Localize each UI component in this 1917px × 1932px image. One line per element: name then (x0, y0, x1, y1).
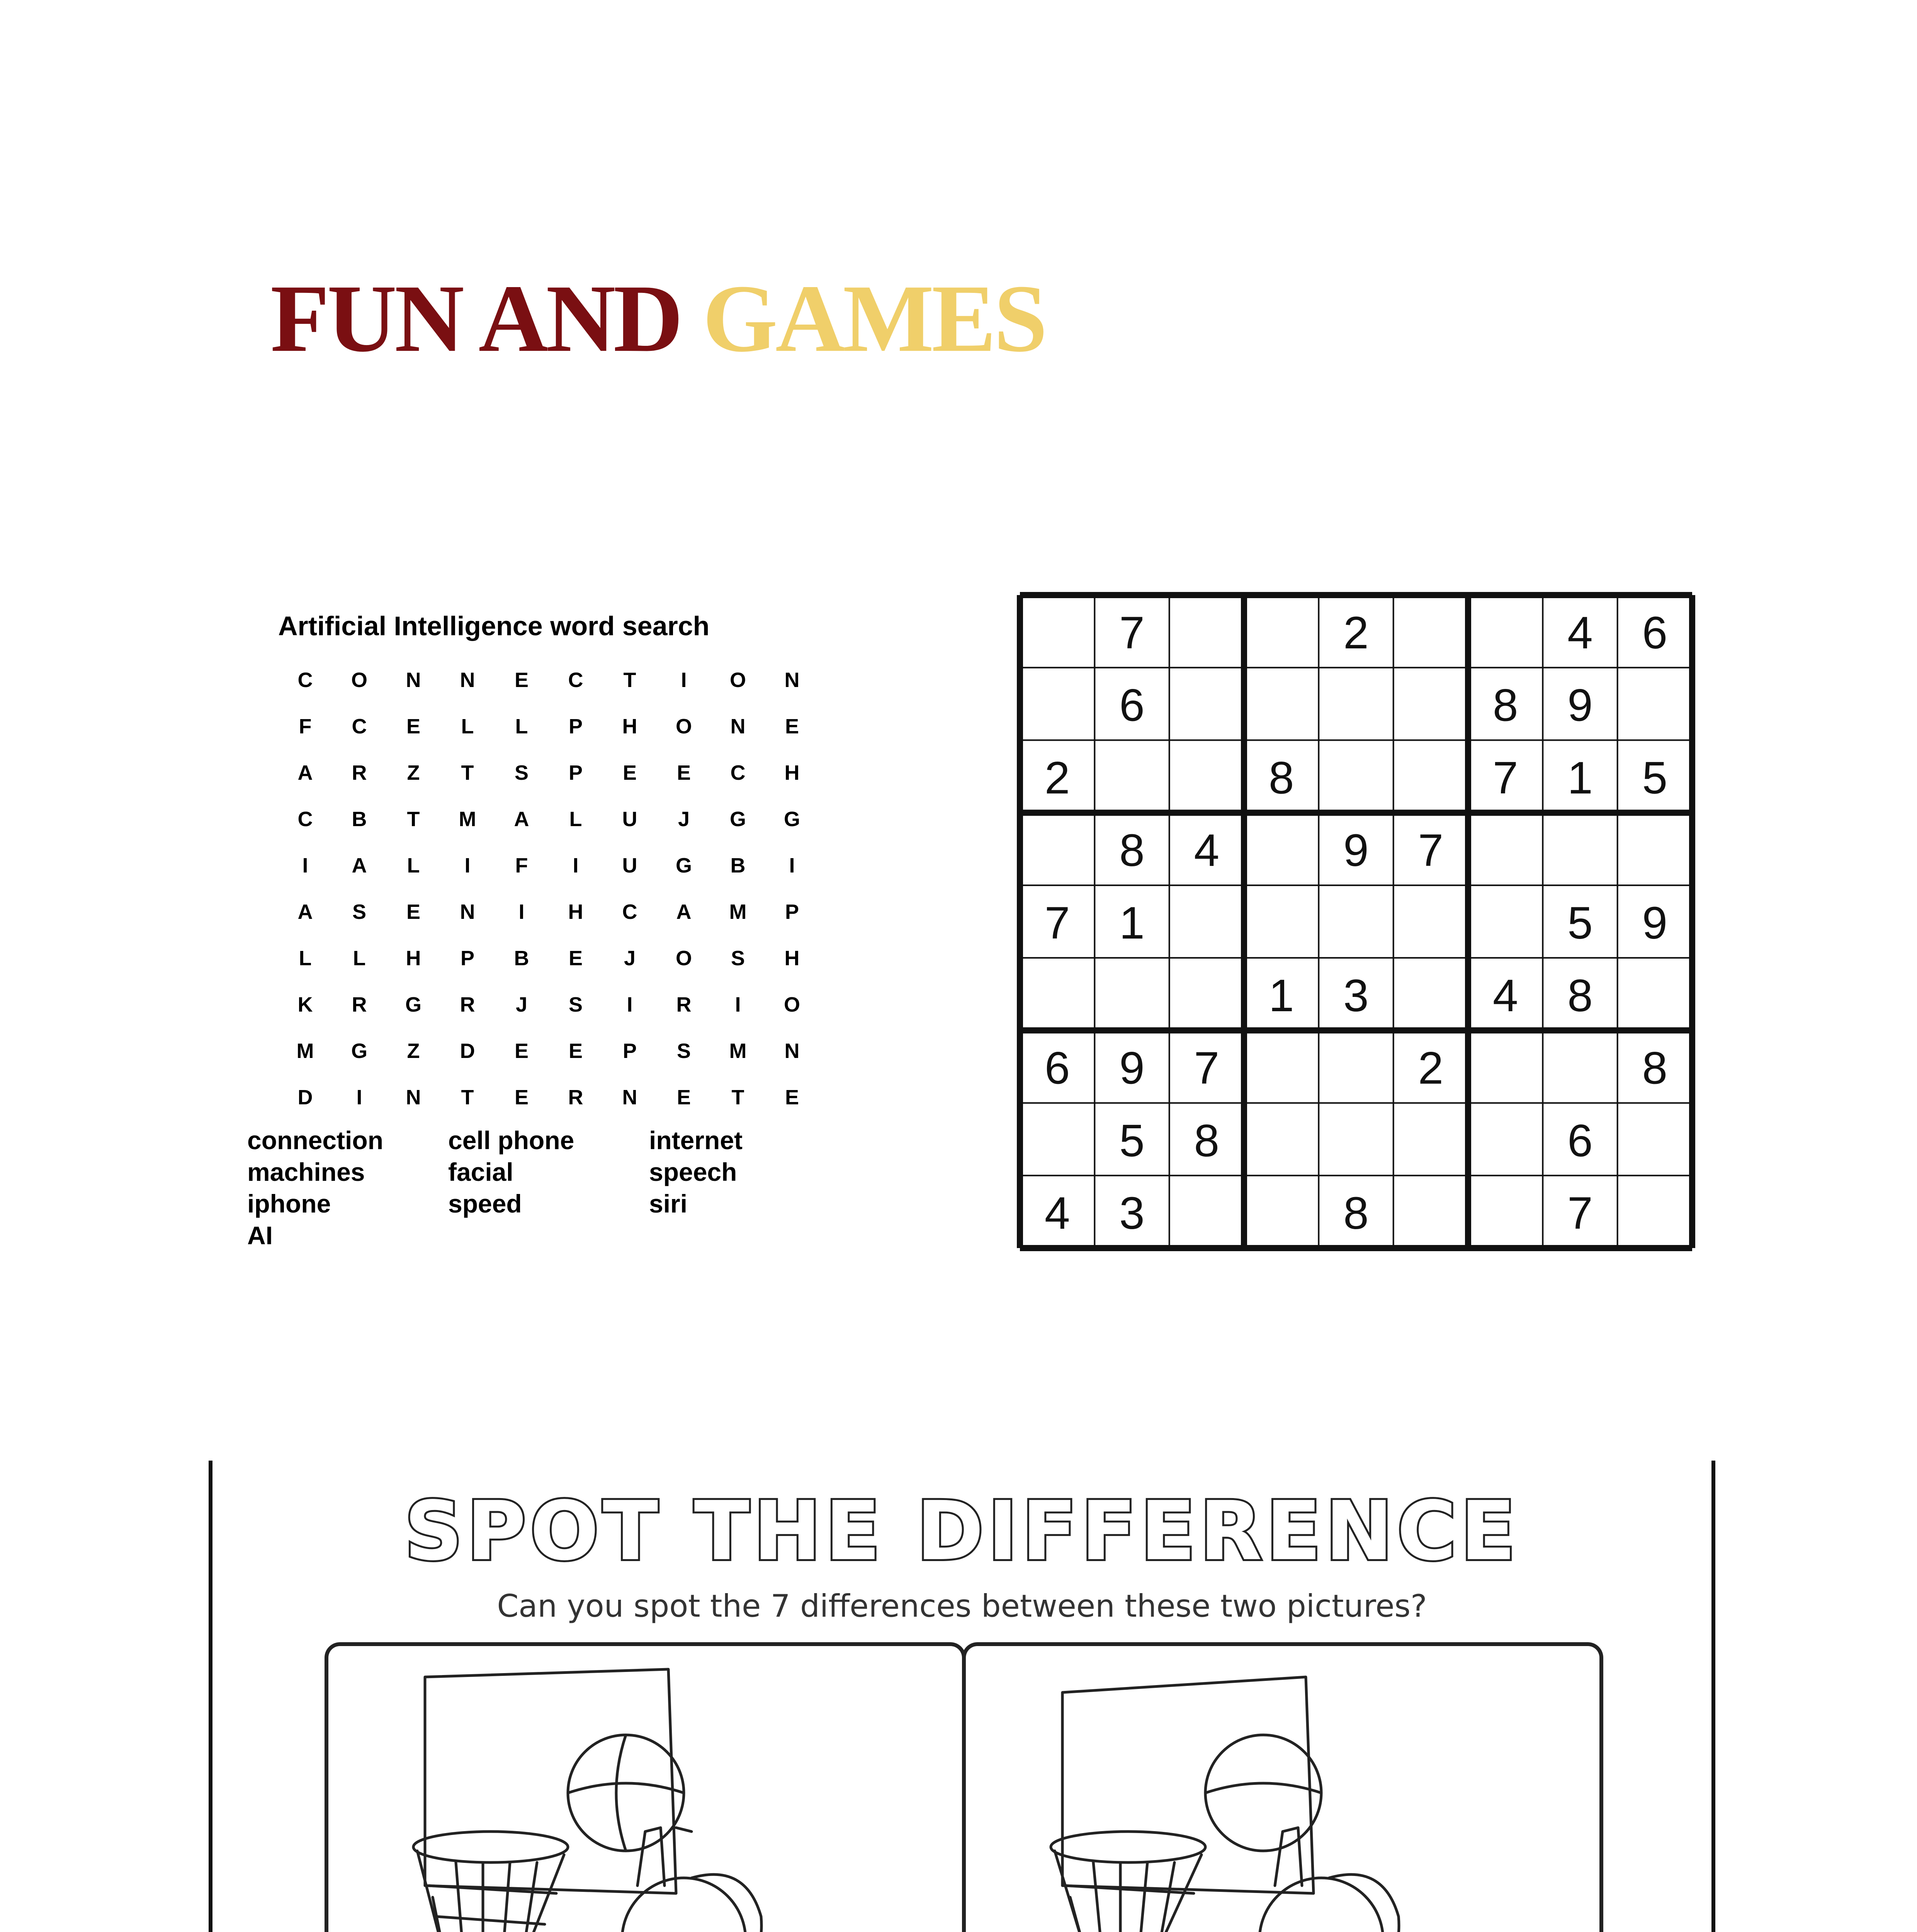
sudoku-given-digit: 9 (1343, 825, 1369, 876)
jumping-player-head (622, 1878, 746, 1932)
word-search-letter: N (784, 668, 800, 692)
word-search-letter: O (729, 668, 746, 692)
right-picture-panel (962, 1642, 1603, 1932)
word-list-item: connection (247, 1126, 384, 1155)
backboard (425, 1669, 676, 1893)
word-search-letter: P (460, 947, 475, 970)
hoop-rim (413, 1832, 568, 1862)
sudoku-given-digit: 7 (1418, 825, 1444, 876)
word-search-letter: C (622, 900, 637, 923)
word-search-letter: S (514, 761, 529, 784)
sudoku-given-digit: 5 (1567, 898, 1593, 949)
sudoku-given-digit: 4 (1492, 970, 1518, 1021)
word-list-item: facial (448, 1158, 513, 1186)
word-search-letter: G (405, 993, 421, 1016)
word-search-letter: Z (407, 761, 420, 784)
word-search-letter: D (297, 1086, 313, 1109)
word-search-letter: J (678, 808, 690, 831)
word-search-letter: N (460, 668, 475, 692)
sudoku-given-digit: 7 (1119, 607, 1145, 658)
sudoku-given-digit: 9 (1642, 898, 1668, 949)
word-list-item: siri (649, 1189, 688, 1218)
word-search-puzzle (247, 603, 850, 1275)
sudoku-given-digit: 4 (1567, 607, 1593, 658)
word-search-letter: N (406, 668, 421, 692)
left-picture-panel (325, 1642, 966, 1932)
sudoku-given-digit: 8 (1194, 1115, 1220, 1167)
sudoku-given-digit: 2 (1343, 607, 1369, 658)
word-search-letter: T (461, 761, 474, 784)
word-search-row (278, 935, 819, 981)
word-search-letter: I (789, 854, 795, 877)
word-search-letter: E (676, 1086, 691, 1109)
sudoku-given-digit: 1 (1119, 898, 1145, 949)
word-search-row (278, 1028, 819, 1074)
word-search-letter: E (676, 761, 691, 784)
word-search-letter: P (568, 761, 583, 784)
sudoku-given-digit: 6 (1642, 607, 1668, 658)
word-search-letter: R (676, 993, 692, 1016)
word-search-letter: T (461, 1086, 474, 1109)
sudoku-given-digit: 5 (1642, 752, 1668, 804)
sudoku-given-digit: 1 (1268, 970, 1294, 1021)
title-part-1: FUN AND (270, 265, 681, 372)
word-search-letter: S (676, 1039, 691, 1063)
word-search-letter: T (623, 668, 636, 692)
word-search-row (278, 750, 819, 796)
sudoku-puzzle (1016, 591, 1696, 1252)
word-search-letter: H (568, 900, 583, 923)
word-search-letter: B (352, 808, 367, 831)
sudoku-given-digit: 7 (1194, 1043, 1220, 1094)
word-search-letter: C (297, 668, 313, 692)
word-search-letter: G (783, 808, 800, 831)
word-search-row (278, 796, 819, 842)
word-search-letter: G (675, 854, 692, 877)
word-search-letter: E (514, 1086, 529, 1109)
sudoku-given-digit: 9 (1567, 680, 1593, 731)
basketball (568, 1735, 684, 1851)
word-search-letter: O (675, 715, 692, 738)
page-title (270, 265, 1045, 372)
spot-the-difference-heading: SPOT THE DIFFERENCE (404, 1484, 1520, 1578)
word-search-letter: J (624, 947, 636, 970)
word-search-letter: N (406, 1086, 421, 1109)
word-search-letter: R (352, 761, 367, 784)
word-search-letter: E (568, 1039, 583, 1063)
word-search-letter: G (351, 1039, 367, 1063)
word-search-letter: A (676, 900, 692, 923)
sudoku-given-digit: 8 (1567, 970, 1593, 1021)
word-search-letter: U (622, 854, 637, 877)
word-search-letter: L (515, 715, 528, 738)
jumping-player-head (1259, 1878, 1383, 1932)
word-search-letter: I (627, 993, 633, 1016)
basketball-illustration-right (966, 1646, 1599, 1932)
word-search-letter: A (297, 900, 313, 923)
word-search-letter: C (297, 808, 313, 831)
word-search-letter: L (407, 854, 420, 877)
word-search-letter: E (406, 715, 421, 738)
sudoku-given-digit: 8 (1642, 1043, 1668, 1094)
sudoku-given-digit: 2 (1418, 1043, 1444, 1094)
word-search-letter: N (460, 900, 475, 923)
word-search-letter: L (569, 808, 582, 831)
word-search-letter: S (568, 993, 583, 1016)
word-search-letter: Z (407, 1039, 420, 1063)
word-search-row (278, 889, 819, 935)
word-search-letter: O (351, 668, 367, 692)
word-search-letter: E (785, 1086, 799, 1109)
word-search-letter: G (729, 808, 746, 831)
word-search-letter: I (302, 854, 308, 877)
sudoku-given-digit: 8 (1119, 825, 1145, 876)
word-search-letter: R (460, 993, 475, 1016)
sudoku-given-digit: 7 (1492, 752, 1518, 804)
word-search-letter: I (735, 993, 741, 1016)
sudoku-given-digit: 9 (1119, 1043, 1145, 1094)
sudoku-given-digit: 7 (1044, 898, 1070, 949)
word-search-letter: M (459, 808, 476, 831)
jumping-player-arm (1275, 1828, 1302, 1886)
sudoku-given-digit: 3 (1343, 970, 1369, 1021)
sudoku-given-digit: 6 (1567, 1115, 1593, 1167)
word-search-letter: R (352, 993, 367, 1016)
spot-the-difference (209, 1461, 1715, 1932)
sudoku-given-digit: 8 (1268, 752, 1294, 804)
word-list-item: AI (247, 1221, 273, 1250)
word-search-letter: C (568, 668, 583, 692)
word-search-letter: D (460, 1039, 475, 1063)
word-search-row (278, 981, 819, 1028)
word-search-letter: T (731, 1086, 744, 1109)
word-search-letter: E (622, 761, 637, 784)
word-search-row (278, 842, 819, 889)
word-search-letter: M (296, 1039, 314, 1063)
word-list-item: machines (247, 1158, 365, 1186)
word-search-letter: E (514, 668, 529, 692)
word-search-letter: I (681, 668, 687, 692)
word-search-letter: E (514, 1039, 529, 1063)
word-list-item: speed (448, 1189, 522, 1218)
word-search-letter: M (729, 900, 747, 923)
word-search-grid (278, 657, 819, 1121)
word-search-letter: O (783, 993, 800, 1016)
word-search-row (278, 1074, 819, 1121)
word-search-letter: U (622, 808, 637, 831)
sudoku-grid (1016, 591, 1696, 1252)
word-list-item: internet (649, 1126, 743, 1155)
word-search-letter: P (622, 1039, 637, 1063)
word-search-word-list (247, 1124, 850, 1251)
sudoku-given-digit: 8 (1343, 1188, 1369, 1239)
word-search-letter: S (731, 947, 745, 970)
word-search-letter: J (515, 993, 528, 1016)
word-search-letter: I (464, 854, 471, 877)
sudoku-given-digit: 5 (1119, 1115, 1145, 1167)
word-search-row (278, 703, 819, 750)
word-search-letter: L (299, 947, 312, 970)
word-search-letter: S (352, 900, 367, 923)
sudoku-given-digit: 8 (1492, 680, 1518, 731)
word-search-letter: E (568, 947, 583, 970)
word-search-title: Artificial Intelligence word search (278, 611, 710, 641)
word-search-letter: H (784, 761, 800, 784)
sudoku-given-digit: 4 (1194, 825, 1220, 876)
word-search-letter: H (784, 947, 800, 970)
word-list-item: speech (649, 1158, 737, 1186)
word-search-letter: I (356, 1086, 362, 1109)
sudoku-given-digit: 6 (1044, 1043, 1070, 1094)
word-search-letter: E (785, 715, 799, 738)
word-search-letter: B (514, 947, 529, 970)
word-search-letter: A (297, 761, 313, 784)
word-search-letter: O (675, 947, 692, 970)
word-search-letter: C (352, 715, 367, 738)
word-search-letter: A (514, 808, 529, 831)
word-search-letter: N (622, 1086, 637, 1109)
word-search-letter: P (785, 900, 799, 923)
word-search-letter: K (297, 993, 313, 1016)
word-search-letter: R (568, 1086, 583, 1109)
word-list-item: cell phone (448, 1126, 574, 1155)
sudoku-given-digit: 4 (1044, 1188, 1070, 1239)
spot-the-difference-instructions: Can you spot the 7 differences between these two pictures? (497, 1588, 1427, 1624)
word-search-letter: T (407, 808, 420, 831)
word-search-letter: H (622, 715, 637, 738)
word-search-letter: A (352, 854, 367, 877)
word-search-row (278, 657, 819, 703)
word-search-letter: I (518, 900, 525, 923)
hoop-rim (1051, 1832, 1205, 1862)
word-search-letter: P (568, 715, 583, 738)
word-search-letter: C (730, 761, 746, 784)
word-search-letter: H (406, 947, 421, 970)
word-list-item: iphone (247, 1189, 331, 1218)
word-search-letter: F (299, 715, 312, 738)
word-search-letter: N (784, 1039, 800, 1063)
sudoku-given-digit: 7 (1567, 1188, 1593, 1239)
word-search-letter: B (730, 854, 746, 877)
word-search-letter: L (353, 947, 366, 970)
word-search-letter: I (573, 854, 579, 877)
basketball-illustration-left (328, 1646, 962, 1932)
word-search-letter: F (515, 854, 528, 877)
sudoku-given-digit: 1 (1567, 752, 1593, 804)
word-search-letter: E (406, 900, 421, 923)
word-search-letter: N (730, 715, 746, 738)
sudoku-given-digit: 2 (1044, 752, 1070, 804)
word-search-letter: L (461, 715, 474, 738)
sudoku-given-digit: 3 (1119, 1188, 1145, 1239)
title-part-2: GAMES (702, 265, 1045, 372)
basketball (1205, 1735, 1321, 1851)
word-search-letter: M (729, 1039, 747, 1063)
sudoku-given-digit: 6 (1119, 680, 1145, 731)
